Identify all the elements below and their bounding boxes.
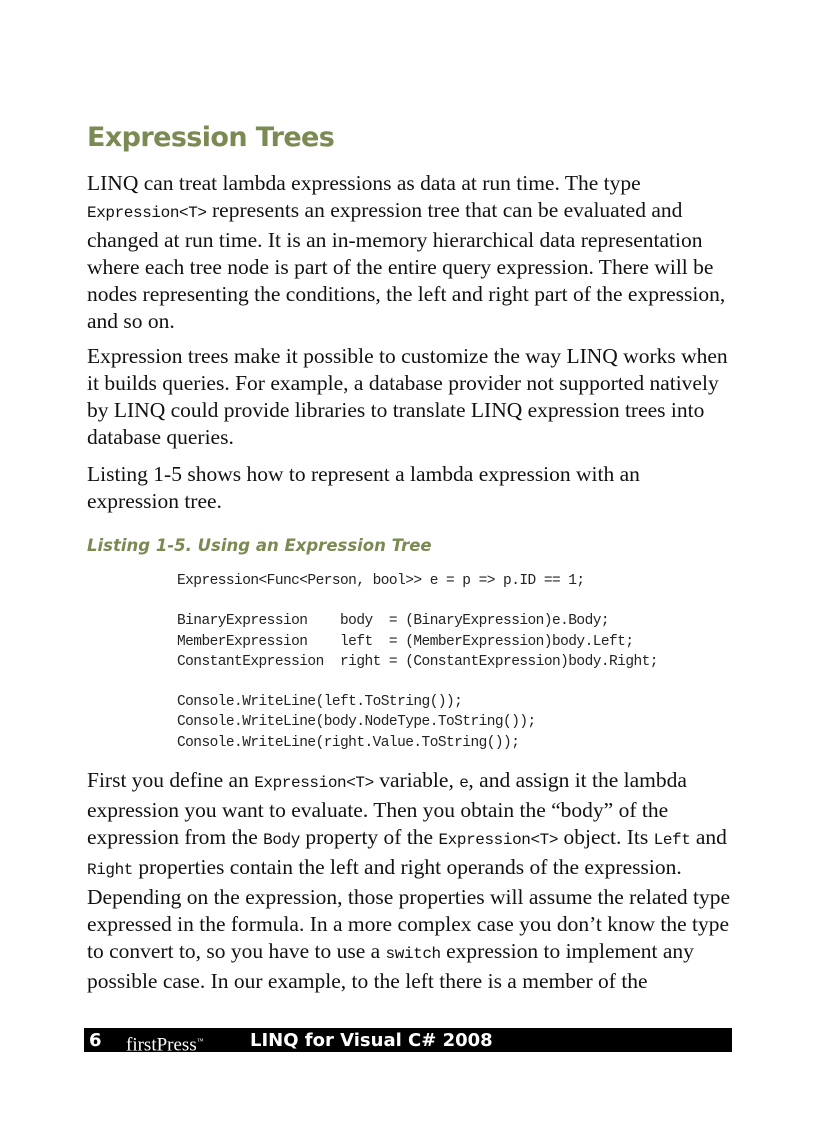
trademark: ™ bbox=[196, 1037, 204, 1045]
publisher-brand bbox=[126, 1029, 204, 1057]
code-listing: Expression<Func<Person, bool>> e = p => p.ID == 1; BinaryExpression body = (BinaryExpression)e.Body; MemberExpression left = (MemberExpression)body.Left; ConstantExpression right = (ConstantExpression)body.Right; Console.WriteLine(left.ToString()); Console.WriteLine(body.NodeType.ToString()); Console.WriteLine(right.Value.ToString()); bbox=[177, 573, 658, 751]
paragraph-intro bbox=[87, 170, 737, 335]
page-footer bbox=[84, 1028, 732, 1056]
text-run: , and assign it the lambda expression you want to evaluate. Then you obtain the “body” of the expression from the bbox=[87, 768, 687, 849]
inline-code: Expression<T> bbox=[87, 204, 207, 222]
text-run: object. Its bbox=[558, 825, 654, 849]
inline-code: Expression<T> bbox=[254, 774, 374, 792]
inline-code: switch bbox=[385, 945, 441, 963]
text-run: variable, bbox=[373, 768, 460, 792]
text-run: properties contain the left and right operands of the expression. Depending on the expression, those properties will assume the related type expressed in the formula. In a more complex case you don’t know the type to convert to, so you have to use a bbox=[87, 855, 731, 963]
section-heading: Expression Trees bbox=[87, 122, 335, 153]
text-run: represents an expression tree that can be evaluated and changed at run time. It is an in-memory hierarchical data representation where each tree node is part of the entire query expression. There will be nodes representing the conditions, the left and right part of the expression, and so on. bbox=[87, 198, 726, 333]
text-run: expression to implement any possible case. In our example, to the left there is a member of the bbox=[87, 939, 694, 993]
text-run: property of the bbox=[299, 825, 439, 849]
text-run: First you define an bbox=[87, 768, 255, 792]
listing-caption: Listing 1-5. Using an Expression Tree bbox=[87, 536, 432, 555]
text-run: and bbox=[690, 825, 727, 849]
paragraph-listing-intro: Listing 1-5 shows how to represent a lambda expression with an expression tree. bbox=[87, 462, 640, 513]
inline-code: Body bbox=[263, 831, 300, 849]
paragraph-explanation bbox=[87, 767, 737, 995]
inline-code: Right bbox=[87, 861, 134, 879]
inline-code: Left bbox=[653, 831, 691, 849]
text-run: LINQ can treat lambda expressions as data at run time. The type bbox=[87, 171, 641, 195]
inline-code: Expression<T> bbox=[438, 831, 559, 849]
brand-name: firstPress bbox=[126, 1034, 197, 1056]
page-number: 6 bbox=[89, 1030, 102, 1051]
paragraph-customize: Expression trees make it possible to customize the way LINQ works when it builds queries. For example, a database provider not supported natively by LINQ could provide libraries to translate LINQ expression trees into database queries. bbox=[87, 344, 728, 449]
book-title: LINQ for Visual C# 2008 bbox=[250, 1030, 493, 1051]
inline-code: e bbox=[459, 774, 469, 792]
